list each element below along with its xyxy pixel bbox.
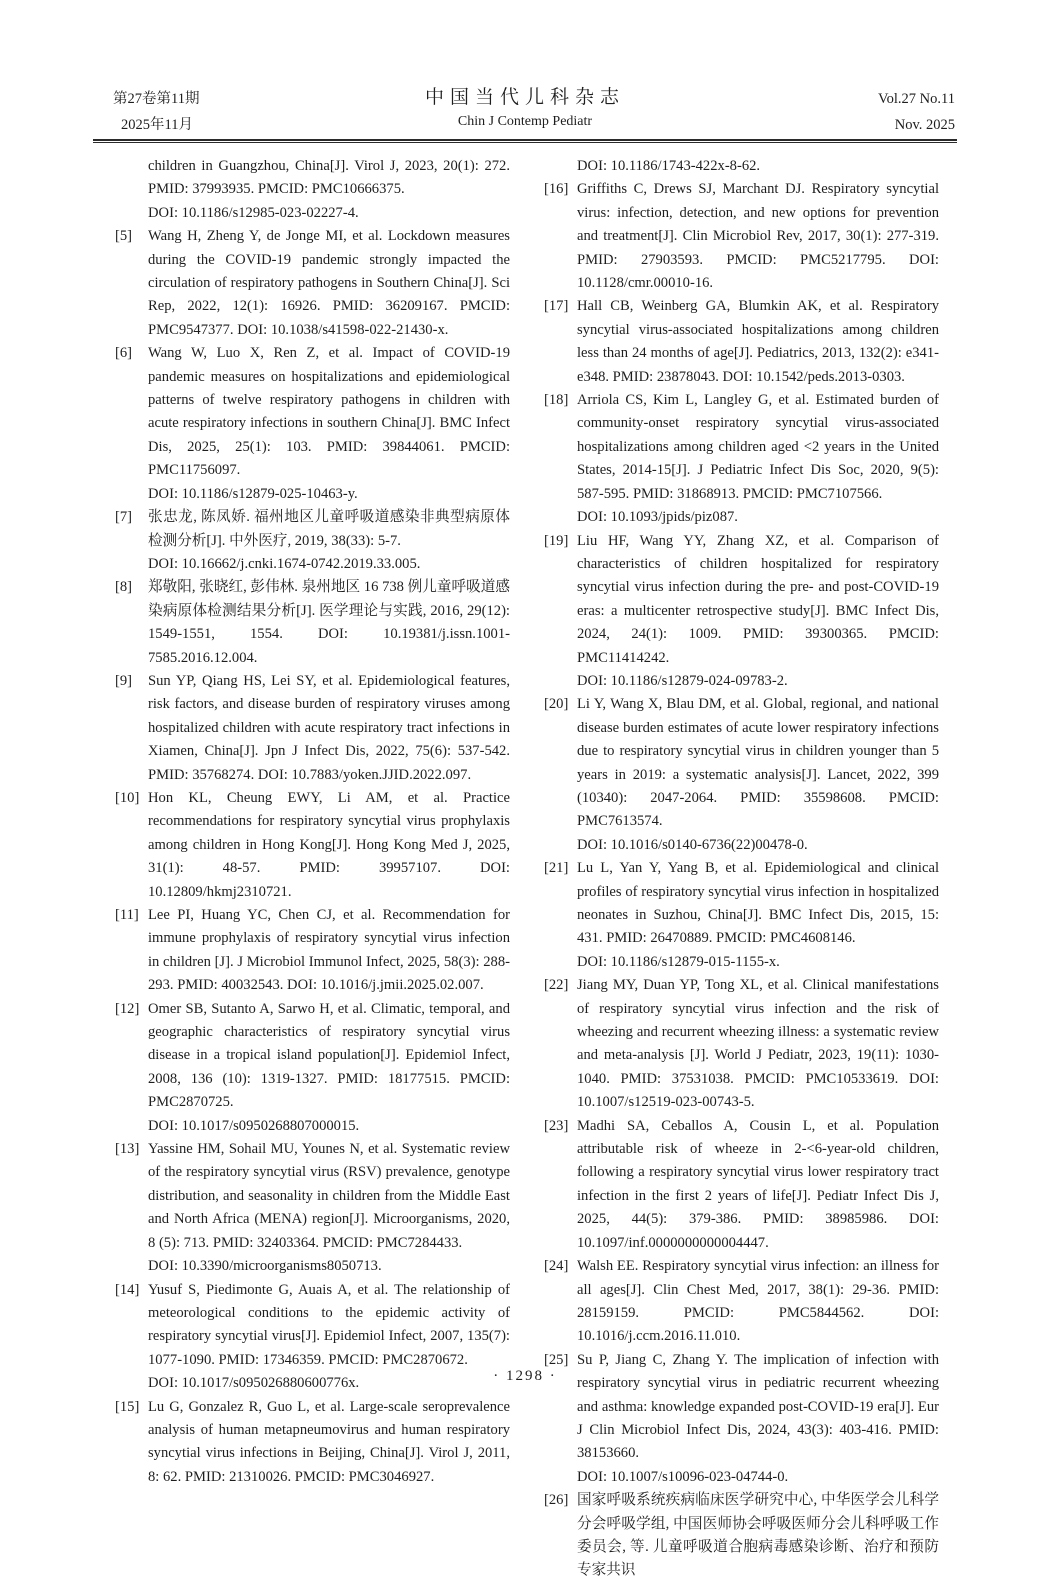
- reference-number: [25]: [544, 1351, 569, 1368]
- reference-item: [115, 670, 514, 787]
- reference-item: [115, 904, 514, 998]
- reference-number: [11]: [115, 907, 139, 923]
- reference-number: [6]: [115, 345, 133, 362]
- reference-text: Omer SB, Sutanto A, Sarwo H, et al. Climatic, temporal, and geographic characteristics of respiratory syncytial virus disease in a tropical island population[J]. Epidemiol Infect, 2008, 136 (10): 1319-1327. PMID: 18177515. PMCID: PMC2870725. DOI: 10.1017/s0950268807000015.: [148, 1000, 510, 1134]
- journal-title-cn: 中国当代儿科杂志: [424, 87, 625, 108]
- reference-text: Sun YP, Qiang HS, Lei SY, et al. Epidemiological features, risk factors, and disease burden of respiratory viruses among hospitalized children with acute respiratory tract infections in Xiamen, China[J]. Jpn J Infect Dis, 2022, 75(6): 537-542. PMID: 35768274. DOI: 10.7883/yoken.JJID.2022.097.: [148, 672, 514, 783]
- reference-text: 张忠龙, 陈凤娇. 福州地区儿童呼吸道感染非典型病原体检测分析[J]. 中外医疗, 2019, 38(33): 5-7. DOI: 10.16662/j.cnki.1674-0742.2019.33.005.: [148, 509, 510, 572]
- reference-item: [115, 1396, 514, 1490]
- reference-item: [115, 576, 514, 670]
- reference-number: [7]: [115, 509, 133, 526]
- journal-title-en: Chin J Contemp Pediatr: [457, 114, 593, 129]
- reference-text: Arriola CS, Kim L, Langley G, et al. Estimated burden of community-onset respiratory syncytial virus-associated hospitalizations among children aged <2 years in the United States, 2014-15[J]. J Pediatric Infect Dis Soc, 2020, 9(5): 587-595. PMID: 31868913. PMCID: PMC7107566. DOI: 10.1093/jpids/piz087.: [577, 392, 939, 526]
- reference-item: [544, 389, 939, 529]
- reference-text: Griffiths C, Drews SJ, Marchant DJ. Respiratory syncytial virus: infection, detection, and new options for prevention and treatment[J]. Clin Microbiol Rev, 2017, 30(1): 277-319. PMID: 27903593. PMCID: PMC5217795. DOI: 10.1128/cmr.00010-16.: [577, 181, 943, 292]
- running-head-right: [878, 86, 955, 138]
- reference-number: [5]: [115, 228, 133, 245]
- reference-number: [21]: [544, 860, 569, 877]
- issue-info-en: Vol.27 No.11: [878, 91, 955, 107]
- reference-item: [115, 225, 514, 342]
- running-head-center: [93, 86, 957, 134]
- reference-text: Jiang MY, Duan YP, Tong XL, et al. Clinical manifestations of respiratory syncytial virus infection and the risk of wheezing and recurrent wheezing illness: a systematic review and meta-analysis [J]. World J Pediatr, 2023, 19(11): 1030-1040. PMID: 37531038. PMCID: PMC10533619. DOI: 10.1007/s12519-023-00743-5.: [577, 977, 943, 1111]
- reference-text: Walsh EE. Respiratory syncytial virus infection: an illness for all ages[J]. Clin Chest Med, 2017, 38(1): 29-36. PMID: 28159159. PMCID: PMC5844562. DOI: 10.1016/j.ccm.2016.11.010.: [577, 1258, 943, 1345]
- reference-number: [19]: [544, 532, 569, 549]
- reference-text: Hall CB, Weinberg GA, Blumkin AK, et al. Respiratory syncytial virus-associated hospitalizations among children less than 24 months of age[J]. Pediatrics, 2013, 132(2): e341-e348. PMID: 23878043. DOI: 10.1542/peds.2013-0303.: [577, 298, 943, 385]
- reference-item: [544, 1255, 943, 1349]
- date-en: Nov. 2025: [894, 117, 955, 133]
- reference-number: [9]: [115, 672, 133, 689]
- reference-text: children in Guangzhou, China[J]. Virol J, 2023, 20(1): 272. PMID: 37993935. PMCID: PMC10666375. DOI: 10.1186/s12985-023-02227-4.: [148, 158, 510, 221]
- reference-number: [22]: [544, 977, 569, 994]
- reference-text: DOI: 10.1186/1743-422x-8-62.: [577, 158, 761, 174]
- reference-item: [115, 787, 514, 904]
- reference-text: Liu HF, Wang YY, Zhang XZ, et al. Comparison of characteristics of children hospitalized for respiratory syncytial virus infection during the pre- and post-COVID-19 eras: a multicenter retrospective study[J]. BMC Infect Dis, 2024, 24(1): 1009. PMID: 39300365. PMCID: PMC11414242. DOI: 10.1186/s12879-024-09783-2.: [577, 532, 939, 689]
- reference-number: [15]: [115, 1398, 140, 1415]
- running-head: [93, 86, 957, 138]
- reference-item: [544, 1115, 943, 1255]
- page-footer: [0, 1368, 1050, 1385]
- reference-text: Yassine HM, Sohail MU, Younes N, et al. Systematic review of the respiratory syncytial virus (RSV) prevalence, genotype distribution, and seasonality in children from the Middle East and North Africa (MENA) region[J]. Microorganisms, 2020, 8 (5): 713. PMID: 32403364. PMCID: PMC7284433. DOI: 10.3390/microorganisms8050713.: [148, 1141, 510, 1275]
- reference-item: [115, 1138, 510, 1278]
- reference-item: [544, 155, 939, 178]
- reference-item: [115, 998, 510, 1138]
- reference-text: Lu L, Yan Y, Yang B, et al. Epidemiological and clinical profiles of respiratory syncytial virus infection in hospitalized neonates in Suzhou, China[J]. BMC Infect Dis, 2015, 15: 431. PMID: 26470889. PMCID: PMC4608146. DOI: 10.1186/s12879-015-1155-x.: [577, 860, 939, 970]
- reference-text: Wang H, Zheng Y, de Jonge MI, et al. Lockdown measures during the COVID-19 pandemic strongly impacted the circulation of respiratory pathogens in Southern China[J]. Sci Rep, 2022, 12(1): 16926. PMID: 36209167. PMCID: PMC9547377. DOI: 10.1038/s41598-022-21430-x.: [148, 228, 514, 338]
- reference-text: Li Y, Wang X, Blau DM, et al. Global, regional, and national disease burden estimates of acute lower respiratory infections due to respiratory syncytial virus in children younger than 5 years in 2019: a systematic analysis[J]. Lancet, 2022, 399 (10340): 2047-2064. PMID: 35598608. PMCID: PMC7613574. DOI: 10.1016/s0140-6736(22)00478-0.: [577, 696, 939, 853]
- reference-item: [544, 693, 939, 857]
- reference-number: [12]: [115, 1000, 140, 1017]
- reference-text: Yusuf S, Piedimonte G, Auais A, et al. The relationship of meteorological conditions to the epidemic activity of respiratory syncytial virus[J]. Epidemiol Infect, 2007, 135(7): 1077-1090. PMID: 17346359. PMCID: PMC2870672. DOI: 10.1017/s095026880600776x.: [148, 1281, 510, 1392]
- page-number: · 1298 ·: [493, 1368, 557, 1384]
- issue-info-cn: 第27卷第11期: [113, 91, 200, 107]
- reference-item: [544, 295, 943, 389]
- reference-item: [115, 155, 510, 225]
- reference-text: Lee PI, Huang YC, Chen CJ, et al. Recommendation for immune prophylaxis of respiratory syncytial virus infection in children [J]. J Microbiol Immunol Infect, 2025, 58(3): 288-293. PMID: 40032543. DOI: 10.1016/j.jmii.2025.02.007.: [148, 907, 514, 994]
- reference-number: [23]: [544, 1117, 569, 1134]
- reference-item: [544, 857, 939, 974]
- reference-item: [115, 506, 510, 576]
- reference-text: Su P, Jiang C, Zhang Y. The implication of infection with respiratory syncytial virus in pediatric recurrent wheezing and asthma: knowledge expanded post-COVID-19 era[J]. Eur J Clin Microbiol Infect Dis, 2024, 43(3): 403-416. PMID: 38153660. DOI: 10.1007/s10096-023-04744-0.: [577, 1351, 939, 1485]
- reference-text: Wang W, Luo X, Ren Z, et al. Impact of COVID-19 pandemic measures on hospitalizations and epidemiological patterns of twelve respiratory pathogens in children with acute respiratory infections in southern China[J]. BMC Infect Dis, 2025, 25(1): 103. PMID: 39844061. PMCID: PMC11756097. DOI: 10.1186/s12879-025-10463-y.: [148, 345, 510, 502]
- reference-number: [8]: [115, 579, 133, 596]
- reference-text: Hon KL, Cheung EWY, Li AM, et al. Practice recommendations for respiratory syncytial virus prophylaxis among children in Hong Kong[J]. Hong Kong Med J, 2025, 31(1): 48-57. PMID: 39957107. DOI: 10.12809/hkmj2310721.: [148, 789, 514, 900]
- reference-number: [18]: [544, 392, 569, 409]
- reference-item: [115, 342, 510, 506]
- reference-item: [544, 1489, 939, 1583]
- date-cn: 2025年11月: [121, 117, 193, 133]
- reference-number: [13]: [115, 1141, 140, 1158]
- reference-number: [14]: [115, 1281, 140, 1298]
- reference-item: [544, 530, 939, 694]
- reference-number: [16]: [544, 181, 569, 198]
- reference-text: Lu G, Gonzalez R, Guo L, et al. Large-scale seroprevalence analysis of human metapneumovirus and human respiratory syncytial virus infections in Beijing, China[J]. Virol J, 2011, 8: 62. PMID: 21310026. PMCID: PMC3046927.: [148, 1398, 514, 1485]
- header-double-rule: [93, 139, 957, 143]
- reference-item: [544, 974, 943, 1114]
- reference-item: [544, 178, 943, 295]
- reference-number: [24]: [544, 1258, 569, 1275]
- reference-number: [26]: [544, 1492, 569, 1509]
- reference-text: 国家呼吸系统疾病临床医学研究中心, 中华医学会儿科学分会呼吸学组, 中国医师协会呼吸医师分会儿科呼吸工作委员会, 等. 儿童呼吸道合胞病毒感染诊断、治疗和预防专家共识: [577, 1492, 939, 1579]
- reference-number: [10]: [115, 789, 140, 806]
- reference-number: [17]: [544, 298, 569, 315]
- reference-number: [20]: [544, 696, 569, 713]
- reference-text: 郑敬阳, 张晓红, 彭伟林. 泉州地区 16 738 例儿童呼吸道感染病原体检测结果分析[J]. 医学理论与实践, 2016, 29(12): 1549-1551, 1554. DOI: 10.19381/j.issn.1001-7585.2016.12.004.: [148, 579, 514, 666]
- reference-text: Madhi SA, Ceballos A, Cousin L, et al. Population attributable risk of wheeze in 2-<6-year-old children, following a respiratory syncytial virus lower respiratory tract infection in the first 2 years of life[J]. Pediatr Infect Dis J, 2025, 44(5): 379-386. PMID: 38985986. DOI: 10.1097/inf.0000000000004447.: [577, 1117, 943, 1251]
